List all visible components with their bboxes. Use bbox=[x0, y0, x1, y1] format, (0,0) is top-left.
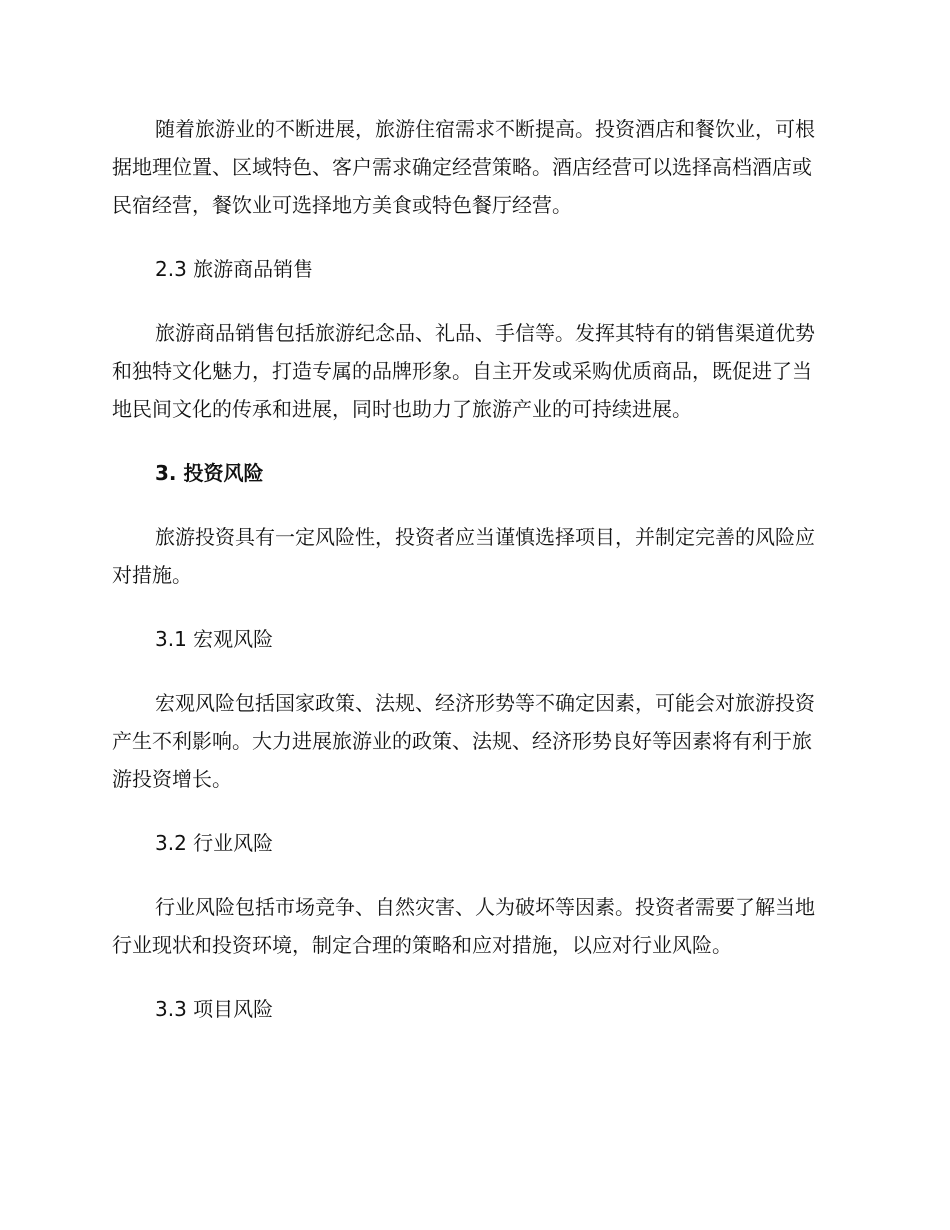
document-page bbox=[112, 110, 830, 1028]
section-heading-3-2: 3.2 行业风险 bbox=[155, 831, 274, 855]
paragraph-industry-risk: 行业风险包括市场竞争、自然灾害、人为破坏等因素。投资者需要了解当地行业现状和投资环境，制定合理的策略和应对措施，以应对行业风险。 bbox=[112, 895, 815, 957]
section-heading-3-3: 3.3 项目风险 bbox=[155, 997, 274, 1021]
section-heading-2-3: 2.3 旅游商品销售 bbox=[155, 257, 314, 281]
section-heading-3-1: 3.1 宏观风险 bbox=[155, 627, 274, 651]
paragraph-investment-risk: 旅游投资具有一定风险性，投资者应当谨慎选择项目，并制定完善的风险应对措施。 bbox=[112, 525, 815, 587]
section-heading-3: 3. 投资风险 bbox=[155, 461, 264, 485]
paragraph-accommodation: 随着旅游业的不断进展，旅游住宿需求不断提高。投资酒店和餐饮业，可根据地理位置、区域特色、客户需求确定经营策略。酒店经营可以选择高档酒店或民宿经营，餐饮业可选择地方美食或特色餐厅经营。 bbox=[112, 117, 815, 217]
paragraph-macro-risk: 宏观风险包括国家政策、法规、经济形势等不确定因素，可能会对旅游投资产生不利影响。大力进展旅游业的政策、法规、经济形势良好等因素将有利于旅游投资增长。 bbox=[112, 691, 815, 791]
paragraph-souvenir-sales: 旅游商品销售包括旅游纪念品、礼品、手信等。发挥其特有的销售渠道优势和独特文化魅力，打造专属的品牌形象。自主开发或采购优质商品，既促进了当地民间文化的传承和进展，同时也助力了旅游产业的可持续进展。 bbox=[112, 321, 815, 421]
